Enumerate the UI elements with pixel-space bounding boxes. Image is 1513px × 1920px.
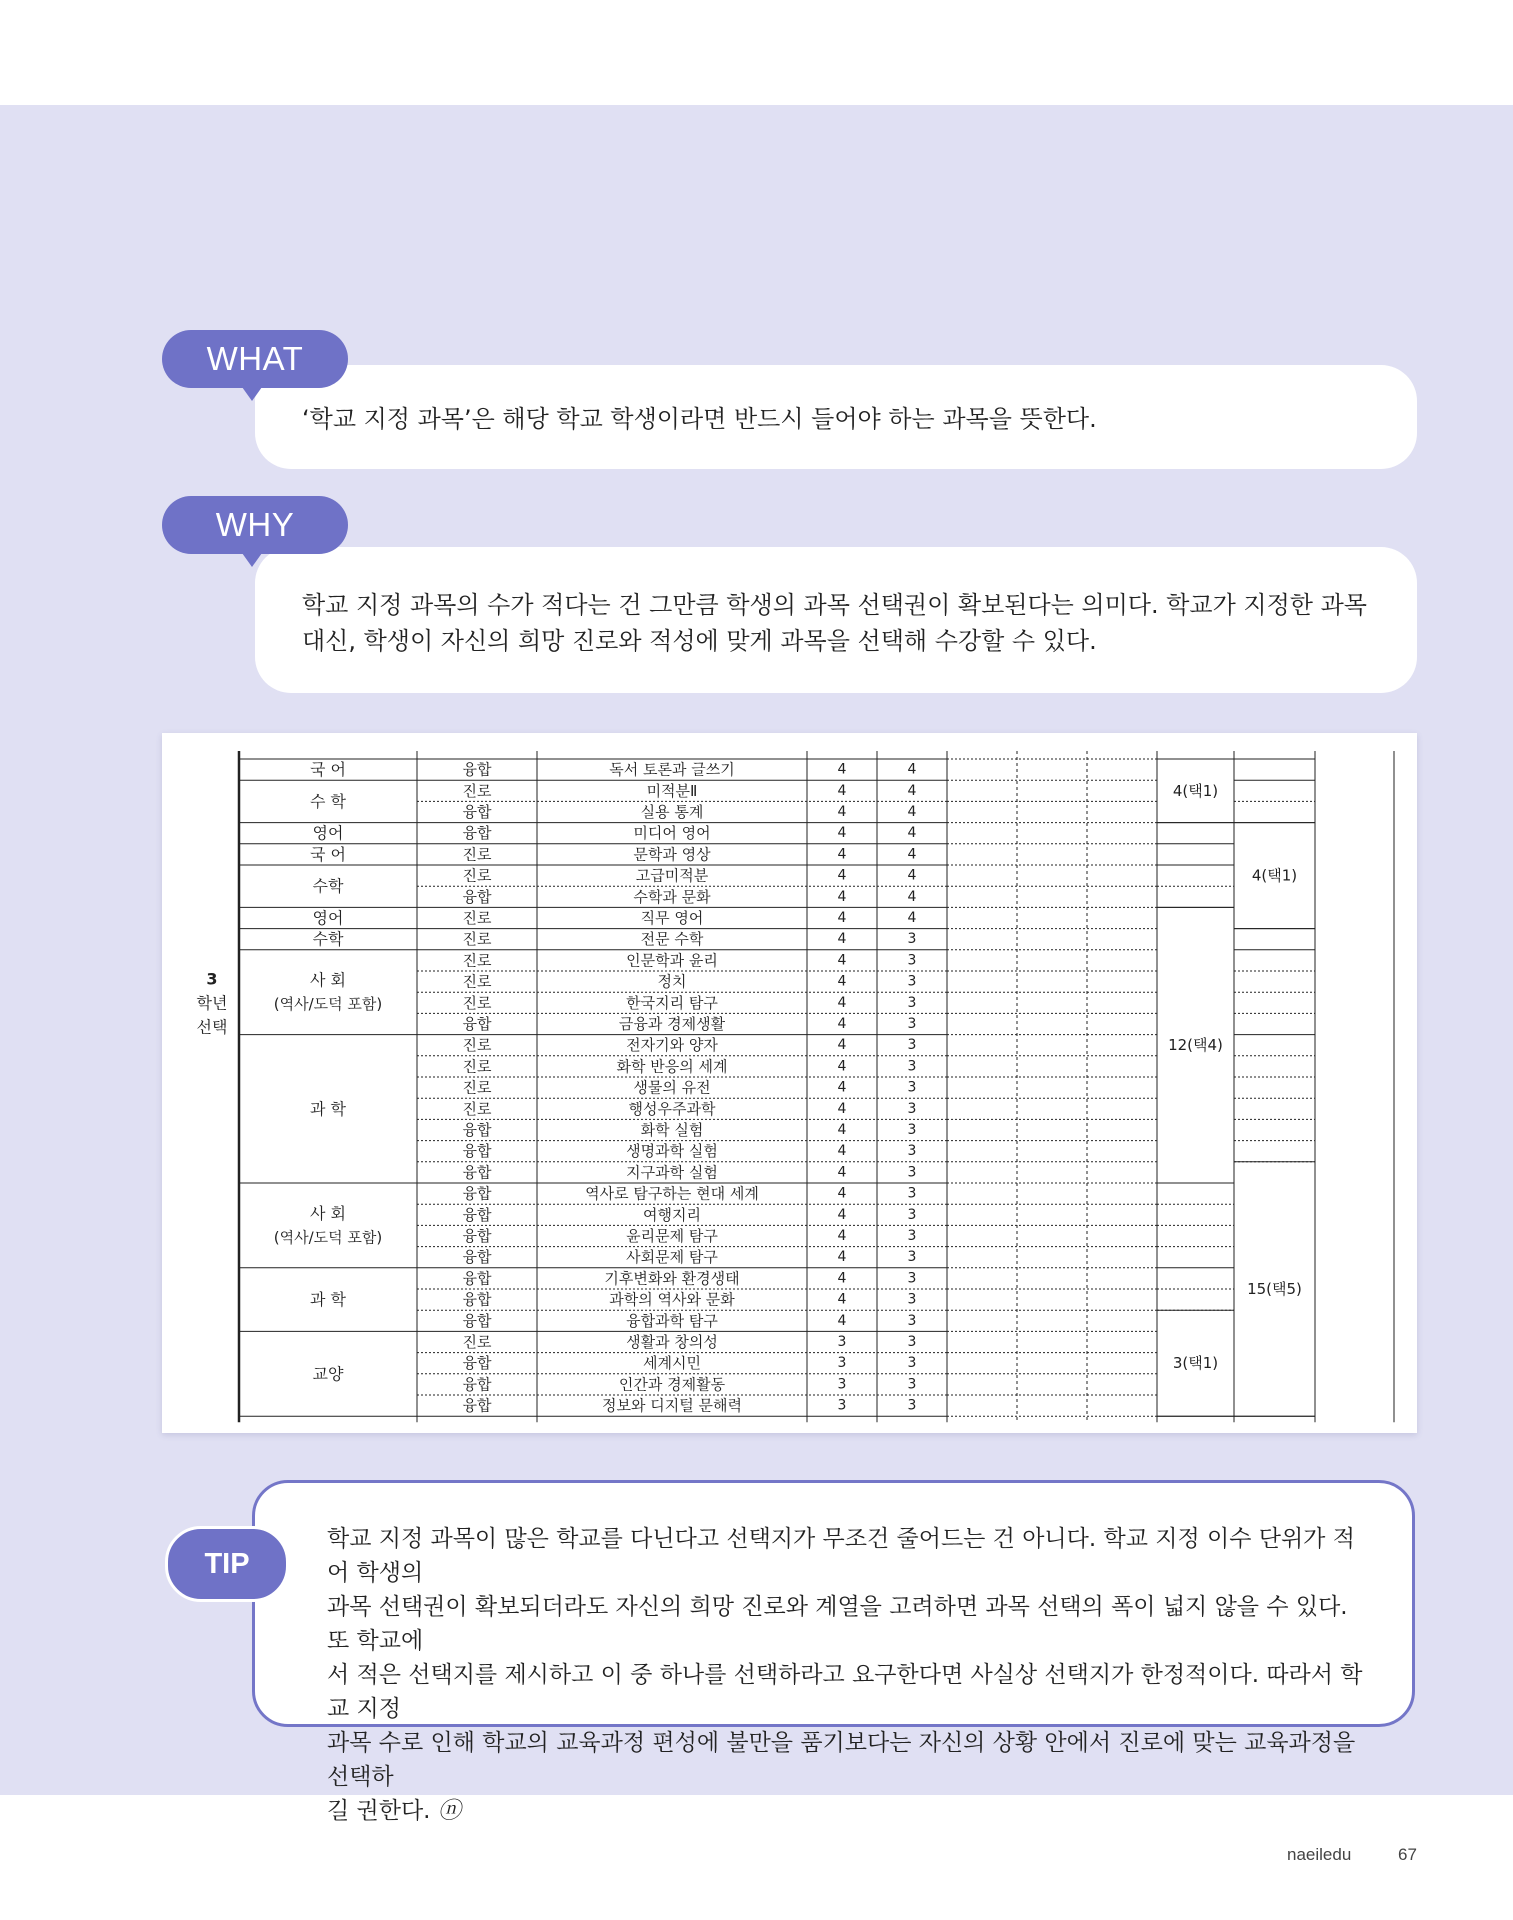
course-type: 진로 xyxy=(462,1099,492,1118)
credit-value: 3 xyxy=(837,1397,847,1414)
footer-brand: naeiledu xyxy=(1287,1845,1352,1864)
credit-value: 3 xyxy=(907,1249,917,1266)
grade-choice: 선택 xyxy=(196,1017,228,1037)
course-name: 직무 영어 xyxy=(640,909,704,927)
what-label: WHAT xyxy=(162,330,348,388)
tip-line-3: 서 적은 선택지를 제시하고 이 중 하나를 선택하라고 요구한다면 사실상 선택지가 한정적이다. 따라서 학교 지정 xyxy=(327,1662,1363,1722)
course-type: 융합 xyxy=(462,1205,492,1224)
credit-value: 4 xyxy=(907,846,917,863)
credit-value: 3 xyxy=(907,1122,917,1138)
why-card xyxy=(255,547,1417,693)
credit-value: 4 xyxy=(907,782,917,799)
tip-line-4: 과목 수로 인해 학교의 교육과정 편성에 불만을 품기보다는 자신의 상황 안에서 진로에 맞는 교육과정을 선택하 xyxy=(327,1730,1356,1790)
credit-value: 4 xyxy=(907,867,917,884)
subject-group: 수학 xyxy=(312,929,344,949)
course-name: 화학 반응의 세계 xyxy=(616,1057,728,1076)
why-label: WHY xyxy=(162,496,348,554)
course-type: 진로 xyxy=(462,866,492,885)
credit-value: 3 xyxy=(907,1164,917,1181)
credit-value: 3 xyxy=(907,952,917,969)
credit-value: 4 xyxy=(837,1016,847,1032)
credit-value: 4 xyxy=(837,1228,847,1244)
credit-value: 4 xyxy=(837,1143,847,1160)
credit-value: 4 xyxy=(837,1058,847,1075)
credit-value: 4 xyxy=(837,1079,847,1096)
subject-group: 과 학 xyxy=(310,1099,346,1119)
course-name: 여행지리 xyxy=(643,1205,701,1224)
course-name: 전자기와 양자 xyxy=(626,1036,718,1055)
course-type: 진로 xyxy=(462,1078,492,1097)
credit-value: 3 xyxy=(907,1376,917,1393)
credit-value: 4 xyxy=(837,931,847,948)
curriculum-table xyxy=(162,733,1417,1433)
course-name: 미적분Ⅱ xyxy=(646,781,698,800)
course-name: 역사로 탐구하는 현대 세계 xyxy=(585,1184,759,1203)
credit-value: 3 xyxy=(907,1100,917,1117)
course-name: 융합과학 탐구 xyxy=(626,1311,718,1330)
course-type: 융합 xyxy=(462,1227,492,1245)
course-type: 융합 xyxy=(462,1248,492,1267)
course-name: 수학과 문화 xyxy=(633,887,711,906)
tip-card xyxy=(252,1480,1415,1824)
course-type: 융합 xyxy=(462,1142,492,1161)
credit-value: 4 xyxy=(837,910,847,926)
credit-value: 4 xyxy=(837,1312,847,1329)
credit-value: 3 xyxy=(907,1334,917,1350)
course-type: 진로 xyxy=(462,972,492,991)
credit-value: 3 xyxy=(907,1312,917,1329)
course-type: 융합 xyxy=(462,803,492,821)
credit-value: 4 xyxy=(837,761,847,778)
credit-value: 3 xyxy=(907,1206,917,1223)
credit-value: 4 xyxy=(837,867,847,884)
course-type: 융합 xyxy=(462,1290,492,1309)
credit-value: 4 xyxy=(837,1206,847,1223)
credit-value: 4 xyxy=(837,952,847,969)
course-type: 융합 xyxy=(462,1269,492,1288)
page-number: 67 xyxy=(1398,1845,1417,1864)
course-name: 인문학과 윤리 xyxy=(626,951,718,970)
credit-value: 3 xyxy=(907,994,917,1011)
credit-value: 4 xyxy=(907,910,917,926)
course-type: 융합 xyxy=(462,1184,492,1203)
credit-value: 4 xyxy=(907,825,917,842)
credit-value: 4 xyxy=(837,1100,847,1117)
course-name: 지구과학 실험 xyxy=(626,1163,718,1182)
course-type: 진로 xyxy=(462,1333,492,1351)
course-type: 융합 xyxy=(462,1015,492,1033)
course-name: 전문 수학 xyxy=(640,930,704,949)
course-type: 진로 xyxy=(462,845,492,864)
course-type: 융합 xyxy=(462,1396,492,1415)
credit-value: 3 xyxy=(837,1355,847,1372)
grade-word: 학년 xyxy=(196,993,228,1013)
course-name: 기후변화와 환경생태 xyxy=(604,1269,740,1288)
selection-rule-label: 4(택1) xyxy=(1251,866,1298,885)
subject-group: 국 어 xyxy=(310,844,346,864)
course-name: 과학의 역사와 문화 xyxy=(609,1290,735,1309)
course-name: 미디어 영어 xyxy=(633,824,711,843)
selection-rule-label: 3(택1) xyxy=(1172,1354,1219,1373)
tip-line-5-text: 길 권한다. xyxy=(327,1798,431,1824)
course-type: 진로 xyxy=(462,951,492,970)
credit-value: 4 xyxy=(837,846,847,863)
course-name: 독서 토론과 글쓰기 xyxy=(609,760,735,779)
selection-rule-label: 12(택4) xyxy=(1168,1036,1223,1055)
subject-group: 교양 xyxy=(312,1364,344,1384)
tip-label: TIP xyxy=(165,1526,289,1602)
tip-line-2: 과목 선택권이 확보되더라도 자신의 희망 진로와 계열을 고려하면 과목 선택의 폭이 넓지 않을 수 있다. 또 학교에 xyxy=(327,1594,1348,1654)
course-name: 생명과학 실험 xyxy=(626,1142,718,1161)
course-name: 금융과 경제생활 xyxy=(618,1015,726,1033)
credit-value: 4 xyxy=(837,1249,847,1266)
subject-group: 수 학 xyxy=(310,791,346,811)
subject-group-note: (역사/도덕 포함) xyxy=(273,995,383,1014)
selection-rule-label: 15(택5) xyxy=(1247,1280,1302,1298)
course-type: 융합 xyxy=(462,824,492,843)
credit-value: 3 xyxy=(907,931,917,948)
credit-value: 4 xyxy=(837,888,847,905)
course-type: 진로 xyxy=(462,930,492,949)
course-name: 사회문제 탐구 xyxy=(626,1248,718,1267)
tip-line-5 xyxy=(327,1794,1372,1828)
credit-value: 4 xyxy=(837,994,847,1011)
credit-value: 4 xyxy=(837,1185,847,1202)
course-type: 융합 xyxy=(462,1163,492,1182)
what-text: ‘학교 지정 과목’은 해당 학교 학생이라면 반드시 들어야 하는 과목을 뜻한다. xyxy=(302,405,1097,433)
credit-value: 3 xyxy=(907,1037,917,1054)
credit-value: 3 xyxy=(907,973,917,990)
why-text: 학교 지정 과목의 수가 적다는 건 그만큼 학생의 과목 선택권이 확보된다는 의미다. 학교가 지정한 과목 대신, 학생이 자신의 희망 진로와 적성에 맞게 과목을 선택해 수강할 수 있다. xyxy=(302,591,1367,655)
course-type: 융합 xyxy=(462,887,492,906)
credit-value: 3 xyxy=(837,1376,847,1393)
credit-value: 4 xyxy=(837,804,847,820)
course-name: 생활과 창의성 xyxy=(626,1333,718,1351)
course-type: 진로 xyxy=(462,993,492,1012)
course-name: 정치 xyxy=(657,972,687,991)
credit-value: 3 xyxy=(907,1143,917,1160)
tip-line-1: 학교 지정 과목이 많은 학교를 다닌다고 선택지가 무조건 줄어드는 건 아니다. 학교 지정 이수 단위가 적어 학생의 xyxy=(327,1526,1355,1586)
course-type: 진로 xyxy=(462,781,492,800)
subject-group: 사 회 xyxy=(310,1203,346,1223)
course-type: 융합 xyxy=(462,760,492,779)
credit-value: 3 xyxy=(837,1334,847,1350)
credit-value: 3 xyxy=(907,1058,917,1075)
course-type: 융합 xyxy=(462,1354,492,1373)
course-name: 고급미적분 xyxy=(635,866,709,885)
end-mark-icon: ⓝ xyxy=(437,1798,461,1824)
course-type: 융합 xyxy=(462,1311,492,1330)
credit-value: 4 xyxy=(837,973,847,990)
credit-value: 4 xyxy=(837,1037,847,1054)
subject-group: 영어 xyxy=(312,823,344,843)
course-name: 정보와 디지털 문해력 xyxy=(602,1396,742,1415)
course-type: 융합 xyxy=(462,1375,492,1394)
subject-group: 과 학 xyxy=(310,1290,346,1310)
credit-value: 3 xyxy=(907,1185,917,1202)
credit-value: 4 xyxy=(837,825,847,842)
credit-value: 3 xyxy=(907,1397,917,1414)
course-name: 문학과 영상 xyxy=(633,845,711,864)
subject-group: 수학 xyxy=(312,876,344,896)
credit-value: 3 xyxy=(907,1355,917,1372)
subject-group-note: (역사/도덕 포함) xyxy=(273,1228,383,1247)
credit-value: 3 xyxy=(907,1228,917,1244)
credit-value: 4 xyxy=(907,888,917,905)
subject-group: 영어 xyxy=(312,908,344,928)
course-name: 윤리문제 탐구 xyxy=(626,1227,718,1245)
curriculum-table-sheet xyxy=(162,733,1417,1433)
course-name: 화학 실험 xyxy=(640,1121,704,1139)
course-type: 진로 xyxy=(462,909,492,927)
credit-value: 3 xyxy=(907,1079,917,1096)
course-type: 진로 xyxy=(462,1036,492,1055)
credit-value: 3 xyxy=(907,1270,917,1287)
course-name: 생물의 유전 xyxy=(633,1078,711,1097)
course-type: 진로 xyxy=(462,1057,492,1076)
grade-number: 3 xyxy=(206,969,218,989)
credit-value: 4 xyxy=(837,1291,847,1308)
credit-value: 3 xyxy=(907,1291,917,1308)
course-type: 융합 xyxy=(462,1121,492,1139)
credit-value: 4 xyxy=(837,782,847,799)
subject-group: 국 어 xyxy=(310,760,346,780)
course-name: 인간과 경제활동 xyxy=(618,1375,726,1394)
course-name: 세계시민 xyxy=(643,1354,701,1373)
credit-value: 4 xyxy=(837,1122,847,1138)
credit-value: 3 xyxy=(907,1016,917,1032)
credit-value: 4 xyxy=(837,1270,847,1287)
course-name: 실용 통계 xyxy=(640,803,704,821)
credit-value: 4 xyxy=(837,1164,847,1181)
credit-value: 4 xyxy=(907,804,917,820)
selection-rule-label: 4(택1) xyxy=(1172,781,1219,800)
credit-value: 4 xyxy=(907,761,917,778)
subject-group: 사 회 xyxy=(310,970,346,990)
course-name: 행성우주과학 xyxy=(628,1099,716,1118)
what-card xyxy=(255,365,1417,469)
course-name: 한국지리 탐구 xyxy=(626,993,718,1012)
